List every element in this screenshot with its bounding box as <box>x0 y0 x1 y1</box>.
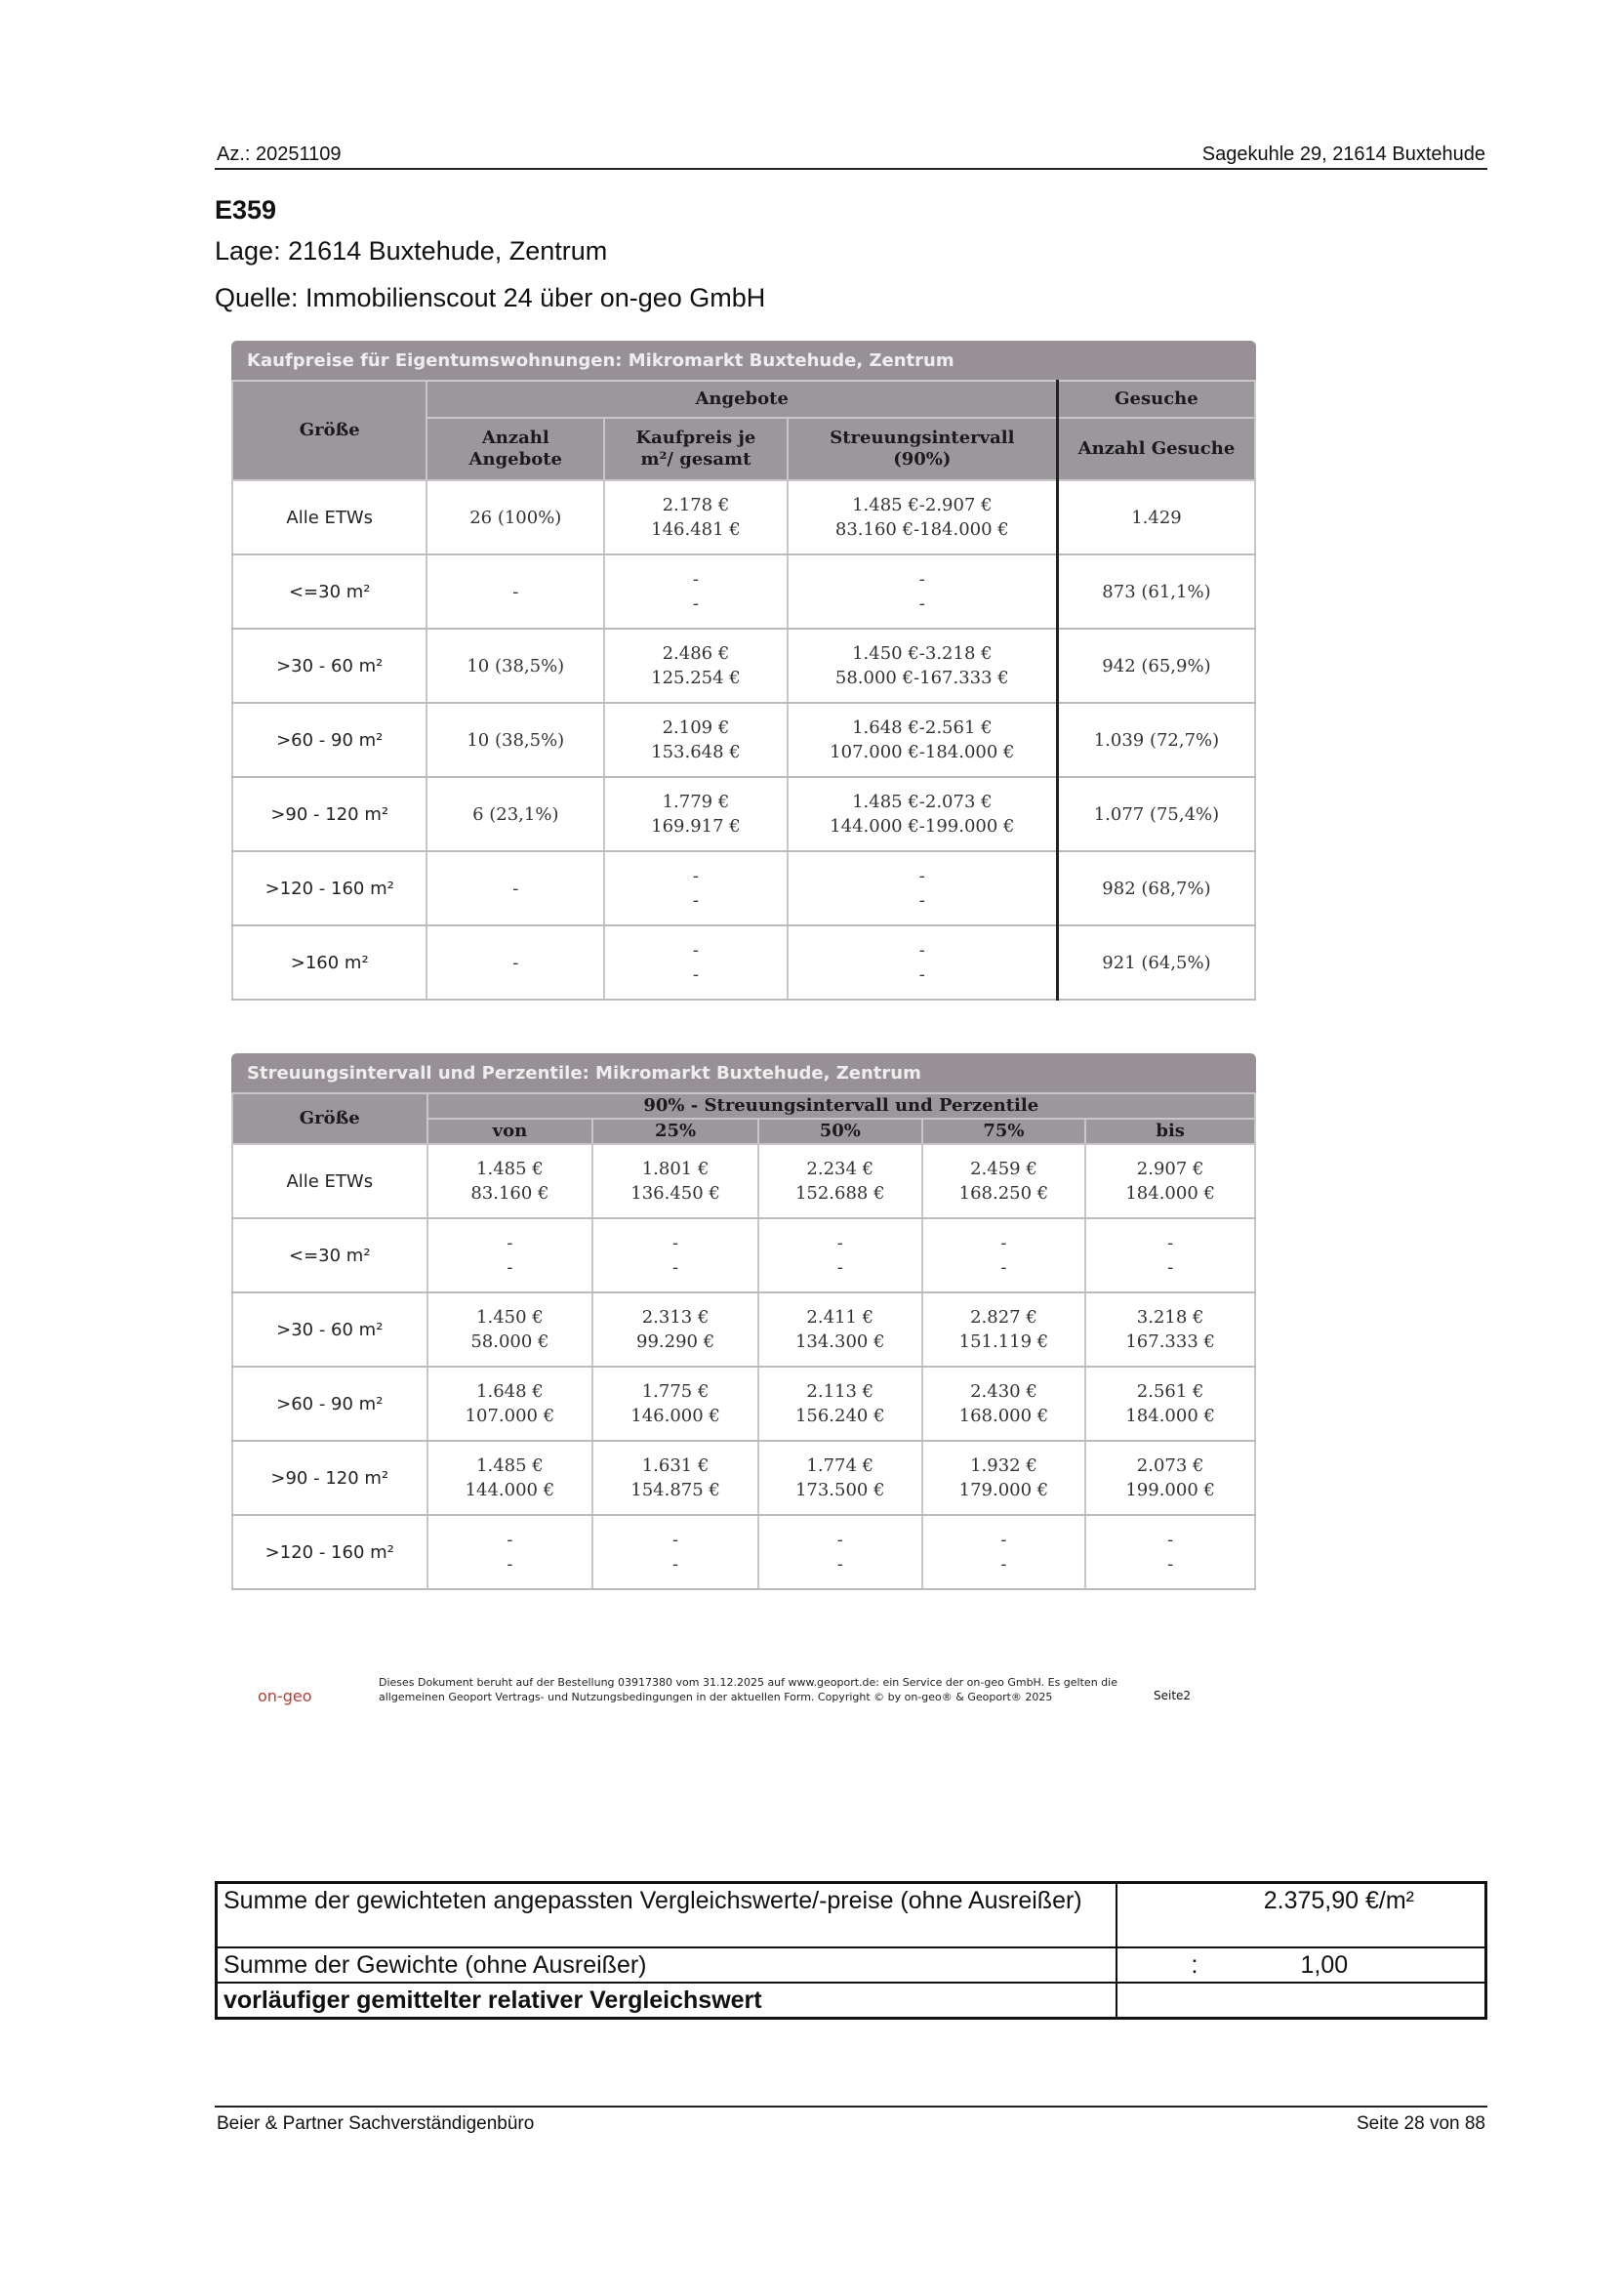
col-streuungsintervall: Streuungsintervall (90%) <box>788 418 1058 480</box>
cell-value: 1.801 € 136.450 € <box>592 1144 758 1218</box>
cell-value: - - <box>922 1218 1086 1292</box>
cell-value: 1.450 € 58.000 € <box>427 1292 593 1367</box>
group-perzentile: 90% - Streuungsintervall und Perzentile <box>427 1093 1255 1119</box>
table-row <box>232 480 1255 554</box>
percentile-table <box>231 1092 1256 1590</box>
summary-value: 2.375,90 €/m² <box>1116 1883 1486 1948</box>
summary-label: Summe der gewichteten angepassten Vergleichswerte/-preise (ohne Ausreißer) <box>217 1883 1116 1948</box>
cell-gesuche: 942 (65,9%) <box>1057 629 1255 703</box>
cell-groesse: >30 - 60 m² <box>232 1292 427 1367</box>
table-row <box>232 554 1255 629</box>
cell-value: 2.561 € 184.000 € <box>1085 1367 1255 1441</box>
purchase-price-table <box>231 380 1256 1001</box>
cell-kaufpreis: - - <box>604 925 788 1000</box>
comparable-code: E359 <box>215 195 277 225</box>
cell-value: 2.459 € 168.250 € <box>922 1144 1086 1218</box>
table-row <box>232 703 1255 777</box>
summary-row <box>217 1883 1486 1948</box>
summary-weight-value: 1,00 <box>1300 1951 1349 1979</box>
source-line: Quelle: Immobilienscout 24 über on-geo GmbH <box>215 283 766 312</box>
cell-kaufpreis: 1.779 € 169.917 € <box>604 777 788 851</box>
source-footnote <box>254 1675 1230 1734</box>
cell-value: 2.234 € 152.688 € <box>758 1144 922 1218</box>
cell-anzahl: 26 (100%) <box>426 480 604 554</box>
table-row <box>232 1441 1255 1515</box>
cell-value: 2.073 € 199.000 € <box>1085 1441 1255 1515</box>
col-kaufpreis: Kaufpreis je m²/ gesamt <box>604 418 788 480</box>
on-geo-logo: on-geo <box>258 1687 312 1705</box>
cell-value: 1.485 € 83.160 € <box>427 1144 593 1218</box>
group-gesuche: Gesuche <box>1057 381 1255 418</box>
cell-kaufpreis: 2.109 € 153.648 € <box>604 703 788 777</box>
file-reference: Az.: 20251109 <box>217 143 342 165</box>
cell-anzahl: 6 (23,1%) <box>426 777 604 851</box>
cell-gesuche: 921 (64,5%) <box>1057 925 1255 1000</box>
cell-value: 2.313 € 99.290 € <box>592 1292 758 1367</box>
summary-row <box>217 1947 1486 1983</box>
cell-value: 2.430 € 168.000 € <box>922 1367 1086 1441</box>
col-0: von <box>427 1119 593 1144</box>
cell-gesuche: 873 (61,1%) <box>1057 554 1255 629</box>
cell-value: 1.932 € 179.000 € <box>922 1441 1086 1515</box>
cell-kaufpreis: 2.178 € 146.481 € <box>604 480 788 554</box>
page-header <box>215 143 1487 170</box>
cell-groesse: Alle ETWs <box>232 480 426 554</box>
summary-colon: : <box>1191 1951 1198 1979</box>
table-row <box>232 851 1255 925</box>
cell-streuung: 1.648 €-2.561 € 107.000 €-184.000 € <box>788 703 1058 777</box>
percentile-panel <box>231 1053 1256 1590</box>
col-3: 75% <box>922 1119 1086 1144</box>
summary-label: vorläufiger gemittelter relativer Vergleichswert <box>217 1983 1116 2019</box>
summary-value <box>1116 1983 1486 2019</box>
cell-kaufpreis: - - <box>604 554 788 629</box>
cell-value: - - <box>427 1515 593 1589</box>
cell-groesse: >60 - 90 m² <box>232 703 426 777</box>
cell-streuung: - - <box>788 925 1058 1000</box>
location-line: Lage: 21614 Buxtehude, Zentrum <box>215 236 608 266</box>
cell-gesuche: 1.039 (72,7%) <box>1057 703 1255 777</box>
company-name: Beier & Partner Sachverständigenbüro <box>217 2113 535 2134</box>
cell-value: 2.113 € 156.240 € <box>758 1367 922 1441</box>
cell-value: - - <box>922 1515 1086 1589</box>
cell-anzahl: 10 (38,5%) <box>426 629 604 703</box>
table-row <box>232 925 1255 1000</box>
col-anzahl-gesuche: Anzahl Gesuche <box>1057 418 1255 480</box>
group-angebote: Angebote <box>426 381 1057 418</box>
summary-table <box>215 1881 1487 2020</box>
cell-groesse: <=30 m² <box>232 1218 427 1292</box>
cell-kaufpreis: - - <box>604 851 788 925</box>
cell-streuung: 1.485 €-2.907 € 83.160 €-184.000 € <box>788 480 1058 554</box>
cell-groesse: Alle ETWs <box>232 1144 427 1218</box>
cell-value: 1.485 € 144.000 € <box>427 1441 593 1515</box>
col-groesse: Größe <box>232 381 426 480</box>
cell-groesse: >60 - 90 m² <box>232 1367 427 1441</box>
summary-value <box>1116 1947 1486 1983</box>
cell-anzahl: - <box>426 851 604 925</box>
cell-streuung: 1.485 €-2.073 € 144.000 €-199.000 € <box>788 777 1058 851</box>
cell-streuung: - - <box>788 851 1058 925</box>
cell-value: - - <box>592 1515 758 1589</box>
cell-anzahl: - <box>426 925 604 1000</box>
cell-streuung: 1.450 €-3.218 € 58.000 €-167.333 € <box>788 629 1058 703</box>
table-row <box>232 1144 1255 1218</box>
cell-value: 1.774 € 173.500 € <box>758 1441 922 1515</box>
col-1: 25% <box>592 1119 758 1144</box>
cell-value: - - <box>592 1218 758 1292</box>
cell-gesuche: 982 (68,7%) <box>1057 851 1255 925</box>
table-row <box>232 1367 1255 1441</box>
table-row <box>232 629 1255 703</box>
table-row <box>232 1292 1255 1367</box>
cell-groesse: >90 - 120 m² <box>232 1441 427 1515</box>
footnote-page: Seite2 <box>1154 1689 1192 1702</box>
cell-value: - - <box>427 1218 593 1292</box>
cell-value: 2.827 € 151.119 € <box>922 1292 1086 1367</box>
cell-gesuche: 1.077 (75,4%) <box>1057 777 1255 851</box>
summary-label: Summe der Gewichte (ohne Ausreißer) <box>217 1947 1116 1983</box>
page-footer <box>215 2106 1487 2134</box>
property-address: Sagekuhle 29, 21614 Buxtehude <box>1201 143 1485 165</box>
col-anzahl-angebote: Anzahl Angebote <box>426 418 604 480</box>
cell-value: 2.411 € 134.300 € <box>758 1292 922 1367</box>
cell-value: - - <box>758 1218 922 1292</box>
cell-value: 1.648 € 107.000 € <box>427 1367 593 1441</box>
cell-value: - - <box>758 1515 922 1589</box>
cell-anzahl: 10 (38,5%) <box>426 703 604 777</box>
cell-groesse: >90 - 120 m² <box>232 777 426 851</box>
cell-value: 1.775 € 146.000 € <box>592 1367 758 1441</box>
table-row <box>232 1218 1255 1292</box>
cell-value: 3.218 € 167.333 € <box>1085 1292 1255 1367</box>
cell-value: - - <box>1085 1218 1255 1292</box>
cell-groesse: >120 - 160 m² <box>232 851 426 925</box>
col-4: bis <box>1085 1119 1255 1144</box>
cell-streuung: - - <box>788 554 1058 629</box>
cell-groesse: >160 m² <box>232 925 426 1000</box>
page-number: Seite 28 von 88 <box>1356 2113 1485 2134</box>
table-row <box>232 777 1255 851</box>
summary-row <box>217 1983 1486 2019</box>
col-groesse-2: Größe <box>232 1093 427 1144</box>
col-2: 50% <box>758 1119 922 1144</box>
purchase-price-title: Kaufpreise für Eigentumswohnungen: Mikromarkt Buxtehude, Zentrum <box>231 341 1256 380</box>
cell-groesse: <=30 m² <box>232 554 426 629</box>
cell-value: - - <box>1085 1515 1255 1589</box>
cell-gesuche: 1.429 <box>1057 480 1255 554</box>
footnote-text: Dieses Dokument beruht auf der Bestellung 03917380 vom 31.12.2025 auf www.geoport.de: ein Service der on-geo GmbH. Es gelten die allgemeinen Geoport Vertrags- und Nutzungsbedingungen in der aktuellen Form. Copyright © by on-geo® & Geoport® 2025 <box>379 1676 1117 1703</box>
cell-value: 2.907 € 184.000 € <box>1085 1144 1255 1218</box>
cell-groesse: >30 - 60 m² <box>232 629 426 703</box>
cell-value: 1.631 € 154.875 € <box>592 1441 758 1515</box>
cell-kaufpreis: 2.486 € 125.254 € <box>604 629 788 703</box>
purchase-price-panel <box>231 341 1256 1001</box>
cell-anzahl: - <box>426 554 604 629</box>
table-row <box>232 1515 1255 1589</box>
cell-groesse: >120 - 160 m² <box>232 1515 427 1589</box>
percentile-title: Streuungsintervall und Perzentile: Mikromarkt Buxtehude, Zentrum <box>231 1053 1256 1092</box>
